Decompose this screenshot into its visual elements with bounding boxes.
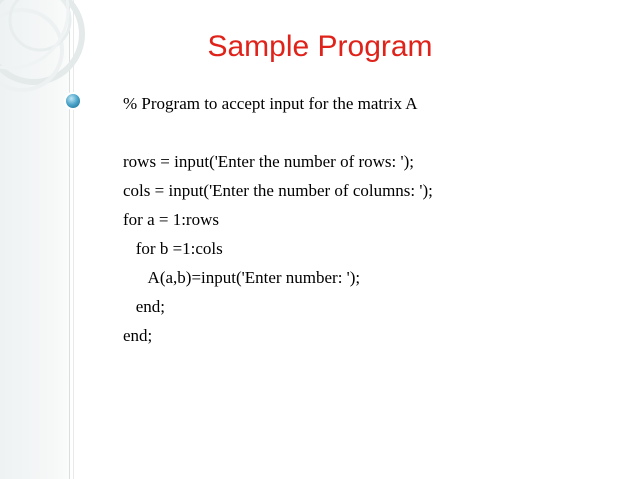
code-blank-line	[123, 118, 433, 147]
code-rows-line: rows = input('Enter the number of rows: ');	[123, 152, 414, 171]
code-block	[123, 89, 433, 350]
slide-title: Sample Program	[207, 30, 433, 63]
code-comment-line: % Program to accept input for the matrix A	[123, 94, 418, 113]
code-for-b-line: for b =1:cols	[123, 239, 223, 258]
accent-bullet-icon	[0, 0, 100, 120]
code-cols-line: cols = input('Enter the number of columns: ');	[123, 181, 433, 200]
code-for-a-line: for a = 1:rows	[123, 210, 219, 229]
code-outer-end-line: end;	[123, 326, 153, 345]
code-inner-end-line: end;	[123, 297, 166, 316]
code-assign-line: A(a,b)=input('Enter number: ');	[123, 268, 361, 287]
